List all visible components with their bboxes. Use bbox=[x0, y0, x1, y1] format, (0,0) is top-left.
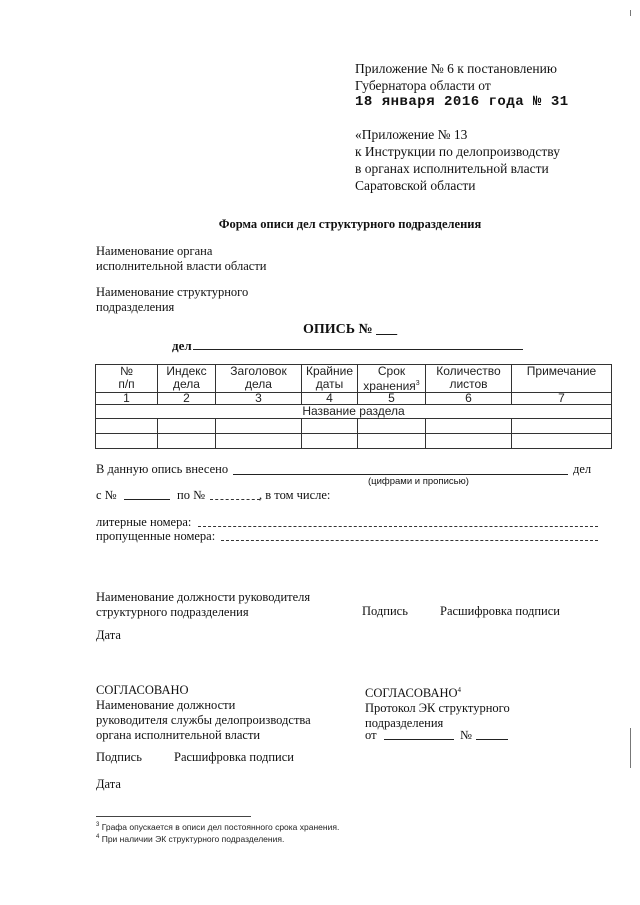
quote-appendix-line-4: Саратовской области bbox=[355, 178, 476, 193]
agreed-left-line-1: Наименование должности bbox=[96, 698, 236, 712]
agreed-right-from: от bbox=[365, 728, 377, 742]
th-dates: Крайние даты bbox=[302, 365, 358, 393]
inventory-cases-line bbox=[193, 349, 523, 350]
th-number: № п/п bbox=[96, 365, 158, 393]
th-heading: Заголовок дела bbox=[216, 365, 302, 393]
agreed-left-decoding: Расшифровка подписи bbox=[174, 750, 294, 764]
footnote-separator bbox=[96, 816, 251, 817]
th-retention: Срок хранения$^3$ bbox=[358, 365, 426, 393]
head-line-2: структурного подразделения bbox=[96, 605, 249, 619]
footnote-4: $^4$ При наличии ЭК структурного подразделения. bbox=[96, 834, 285, 844]
agreed-left-title: СОГЛАСОВАНО bbox=[96, 683, 189, 697]
appendix-block bbox=[355, 60, 569, 111]
from-line bbox=[124, 499, 170, 500]
table-row bbox=[96, 419, 612, 434]
inventory-cases-label: дел bbox=[172, 338, 192, 353]
quote-appendix-line-2: к Инструкции по делопроизводству bbox=[355, 144, 560, 159]
agreed-right-line-1: Протокол ЭК структурного bbox=[365, 701, 510, 716]
including-label: , в том числе: bbox=[259, 488, 331, 502]
th-note: Примечание bbox=[512, 365, 612, 393]
org-line-2: исполнительной власти области bbox=[96, 259, 267, 273]
agreed-left-date: Дата bbox=[96, 777, 121, 791]
table-number-row bbox=[96, 393, 612, 405]
skipped-line bbox=[221, 540, 598, 541]
org-line-1: Наименование органа bbox=[96, 244, 213, 258]
org-name-block bbox=[96, 244, 266, 274]
entered-label: В данную опись внесено bbox=[96, 462, 229, 476]
form-title: Форма описи дел структурного подразделения bbox=[218, 217, 482, 231]
col-num-5: 5 bbox=[358, 393, 426, 405]
agreed-right-line-2: подразделения bbox=[365, 716, 444, 731]
agreed-right-from-line bbox=[384, 739, 454, 740]
from-label: с № bbox=[96, 488, 117, 502]
to-label: по № bbox=[177, 488, 205, 502]
col-num-4: 4 bbox=[302, 393, 358, 405]
agreed-right-sup: 4 bbox=[457, 686, 462, 694]
col-num-7: 7 bbox=[512, 393, 612, 405]
entered-hint: (цифрами и прописью) bbox=[368, 476, 469, 487]
col-num-2: 2 bbox=[158, 393, 216, 405]
head-line-1: Наименование должности руководителя bbox=[96, 590, 311, 604]
quote-appendix-block bbox=[355, 126, 560, 194]
section-name-cell: Название раздела bbox=[96, 405, 612, 419]
agreed-left-line-2: руководителя службы делопроизводства bbox=[96, 713, 311, 727]
th-index: Индекс дела bbox=[158, 365, 216, 393]
scan-mark bbox=[630, 728, 631, 768]
col-num-6: 6 bbox=[426, 393, 512, 405]
table-row bbox=[96, 434, 612, 449]
agreed-right-block bbox=[365, 683, 510, 731]
unit-name-block bbox=[96, 285, 248, 315]
col-num-3: 3 bbox=[216, 393, 302, 405]
agreed-left-line-3: органа исполнительной власти bbox=[96, 728, 261, 742]
literal-line bbox=[198, 526, 598, 527]
table-header-row bbox=[96, 365, 612, 393]
quote-appendix-line-1: «Приложение № 13 bbox=[355, 127, 468, 142]
head-signature-label: Подпись bbox=[362, 604, 408, 618]
th-sheets: Количество листов bbox=[426, 365, 512, 393]
unit-line-1: Наименование структурного bbox=[96, 285, 249, 299]
head-decoding-label: Расшифровка подписи bbox=[440, 604, 560, 618]
agreed-left-signature: Подпись bbox=[96, 750, 142, 764]
to-line bbox=[210, 499, 260, 500]
quote-appendix-line-3: в органах исполнительной власти bbox=[355, 161, 549, 176]
table-section-row bbox=[96, 405, 612, 419]
entered-line bbox=[233, 474, 568, 475]
inventory-table bbox=[95, 364, 612, 449]
entered-suffix: дел bbox=[573, 462, 592, 476]
footnote-3: $^3$ Графа опускается в описи дел постоянного срока хранения. bbox=[96, 822, 340, 832]
agreed-right-no-line bbox=[476, 739, 508, 740]
appendix-line-2: Губернатора области от bbox=[355, 78, 491, 93]
head-position-block bbox=[96, 590, 310, 620]
skipped-label: пропущенные номера: bbox=[96, 529, 216, 543]
col-num-1: 1 bbox=[96, 393, 158, 405]
unit-line-2: подразделения bbox=[96, 300, 175, 314]
literal-label: литерные номера: bbox=[96, 515, 192, 529]
appendix-stamp-date: 18 января 2016 года № 31 bbox=[355, 94, 569, 110]
agreed-right-title: СОГЛАСОВАНО bbox=[365, 686, 458, 701]
appendix-line-1: Приложение № 6 к постановлению bbox=[355, 61, 557, 76]
agreed-left-block bbox=[96, 683, 311, 743]
inventory-title: ОПИСЬ № ___ bbox=[303, 322, 398, 337]
agreed-right-no: № bbox=[460, 728, 472, 742]
scan-mark bbox=[630, 10, 631, 16]
head-date-label: Дата bbox=[96, 628, 121, 642]
